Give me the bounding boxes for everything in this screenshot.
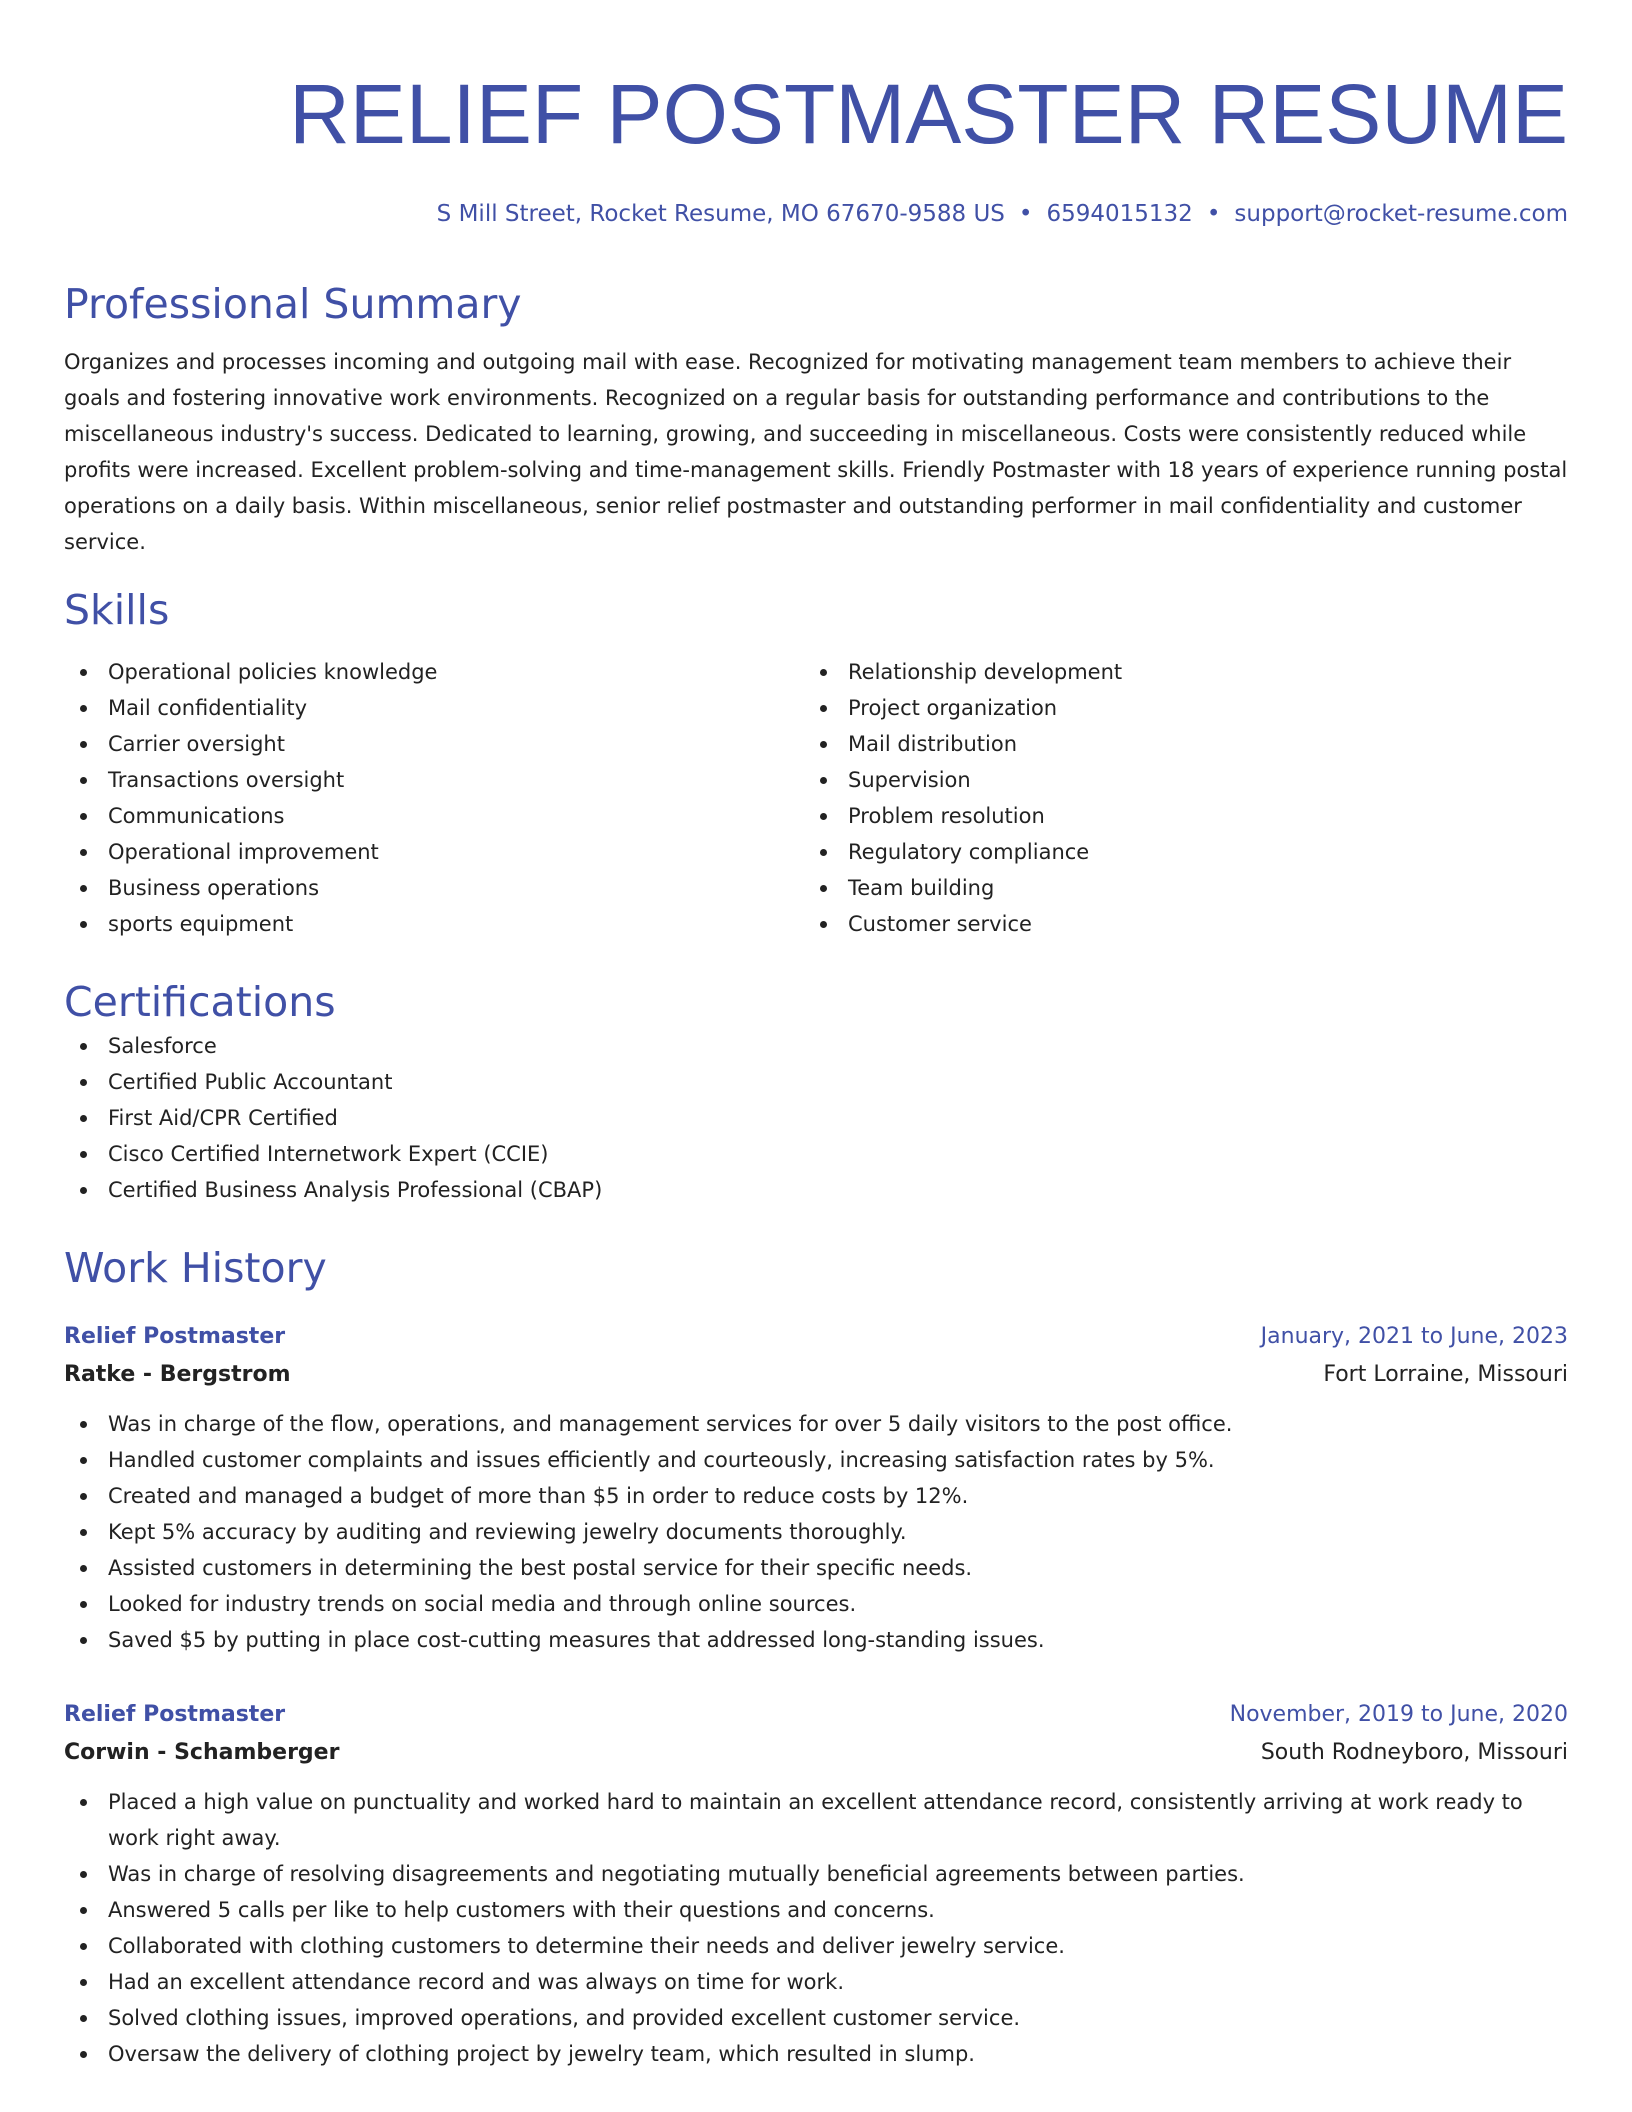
skill-item: Problem resolution (804, 798, 1544, 834)
job-bullet: Solved clothing issues, improved operations, and provided excellent customer service. (64, 2000, 1568, 2036)
job-dates: January, 2021 to June, 2023 (1260, 1324, 1568, 1349)
resume-title: RELIEF POSTMASTER RESUME (289, 67, 1568, 161)
skill-item: Mail distribution (804, 726, 1544, 762)
job-bullets (64, 1784, 1568, 2072)
skill-item: Relationship development (804, 654, 1544, 690)
skill-item: Transactions oversight (64, 762, 804, 798)
contact-line (64, 198, 1568, 230)
work-history-heading: Work History (64, 1244, 327, 1292)
summary-heading: Professional Summary (64, 280, 522, 328)
job-bullet: Answered 5 calls per like to help customers with their questions and concerns. (64, 1892, 1568, 1928)
certification-item: Cisco Certified Internetwork Expert (CCIE) (64, 1136, 1568, 1172)
job-title: Relief Postmaster (64, 1702, 286, 1727)
job-bullet: Saved $5 by putting in place cost-cutting measures that addressed long-standing issues. (64, 1622, 1568, 1658)
job-entry (64, 1318, 1568, 1658)
certifications-heading: Certifications (64, 978, 336, 1026)
job-company: Corwin - Schamberger (64, 1740, 340, 1765)
certification-item: Salesforce (64, 1028, 1568, 1064)
skills-column-right (804, 654, 1544, 942)
certification-item: Certified Public Accountant (64, 1064, 1568, 1100)
certification-item: First Aid/CPR Certified (64, 1100, 1568, 1136)
job-bullet: Looked for industry trends on social media and through online sources. (64, 1586, 1568, 1622)
contact-email: support@rocket-resume.com (1234, 201, 1568, 227)
job-company-row (64, 1356, 1568, 1394)
resume-header (64, 58, 1568, 230)
skill-item: Project organization (804, 690, 1544, 726)
skill-item: Customer service (804, 906, 1544, 942)
skill-item: Carrier oversight (64, 726, 804, 762)
skill-item: Business operations (64, 870, 804, 906)
skill-item: Team building (804, 870, 1544, 906)
skills-list (64, 654, 1568, 942)
job-bullet: Was in charge of the flow, operations, and management services for over 5 daily visitors to the post office. (64, 1406, 1568, 1442)
job-bullet: Oversaw the delivery of clothing project by jewelry team, which resulted in slump. (64, 2036, 1568, 2072)
skill-item: Regulatory compliance (804, 834, 1544, 870)
certifications-list (64, 1028, 1568, 1208)
skill-item: Supervision (804, 762, 1544, 798)
skill-item: Operational policies knowledge (64, 654, 804, 690)
job-company: Ratke - Bergstrom (64, 1362, 291, 1387)
job-entry (64, 1696, 1568, 2072)
job-bullet: Was in charge of resolving disagreements and negotiating mutually beneficial agreements between parties. (64, 1856, 1568, 1892)
job-bullet: Handled customer complaints and issues efficiently and courteously, increasing satisfaction rates by 5%. (64, 1442, 1568, 1478)
job-bullet: Collaborated with clothing customers to determine their needs and deliver jewelry service. (64, 1928, 1568, 1964)
contact-separator: • (1206, 201, 1221, 227)
skill-item: Operational improvement (64, 834, 804, 870)
job-title: Relief Postmaster (64, 1324, 286, 1349)
job-dates: November, 2019 to June, 2020 (1229, 1702, 1568, 1727)
job-title-row (64, 1318, 1568, 1356)
job-bullet: Placed a high value on punctuality and worked hard to maintain an excellent attendance record, consistently arriving at work ready to work right away. (64, 1784, 1568, 1856)
job-bullet: Assisted customers in determining the best postal service for their specific needs. (64, 1550, 1568, 1586)
contact-separator: • (1018, 201, 1033, 227)
contact-phone: 6594015132 (1046, 201, 1193, 227)
certification-item: Certified Business Analysis Professional (CBAP) (64, 1172, 1568, 1208)
job-location: South Rodneyboro, Missouri (1260, 1740, 1568, 1765)
summary-text: Organizes and processes incoming and outgoing mail with ease. Recognized for motivating management team members to achieve their goals and fostering innovative work environments. Recognized on a regular basis for outstanding performance and contributions to the miscellaneous industry's success. Dedicated to learning, growing, and succeeding in miscellaneous. Costs were consistently reduced while profits were increased. Excellent problem-solving and time-management skills. Friendly Postmaster with 18 years of experience running postal operations on a daily basis. Within miscellaneous, senior relief postmaster and outstanding performer in mail confidentiality and customer service. (64, 350, 1568, 554)
job-bullets (64, 1406, 1568, 1658)
job-bullet: Kept 5% accuracy by auditing and reviewing jewelry documents thoroughly. (64, 1514, 1568, 1550)
skill-item: Mail confidentiality (64, 690, 804, 726)
job-bullet: Created and managed a budget of more than $5 in order to reduce costs by 12%. (64, 1478, 1568, 1514)
job-title-row (64, 1696, 1568, 1734)
job-bullet: Had an excellent attendance record and was always on time for work. (64, 1964, 1568, 2000)
skills-heading: Skills (64, 586, 170, 634)
job-company-row (64, 1734, 1568, 1772)
skill-item: sports equipment (64, 906, 804, 942)
job-location: Fort Lorraine, Missouri (1323, 1362, 1568, 1387)
skill-item: Communications (64, 798, 804, 834)
contact-address: S Mill Street, Rocket Resume, MO 67670-9588 US (436, 201, 1005, 227)
skills-column-left (64, 654, 804, 942)
